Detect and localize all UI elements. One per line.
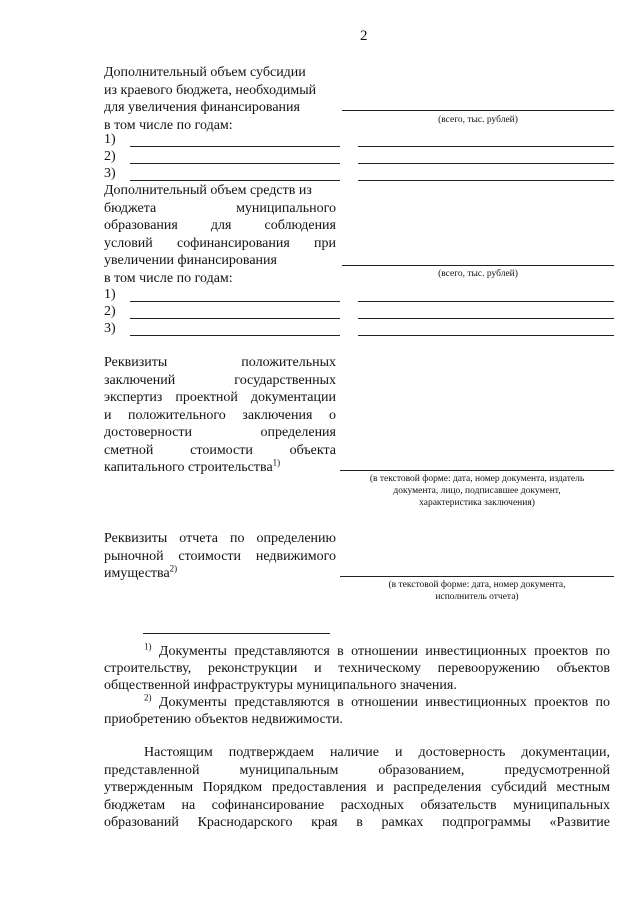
paragraph-line: утвержденным Порядком предоставления и распределения субсидий местным [104,780,610,795]
label-line [104,459,336,477]
year-1-line-right [358,301,614,302]
label-text: капитального строительства [104,460,273,475]
label-line: и положительного заключения о [104,407,336,423]
label-line: увеличении финансирования [104,253,277,268]
year-2-line-left [130,163,340,164]
by-years-label: в том числе по годам: [104,117,233,133]
label-line: из краевого бюджета, необходимый [104,82,317,98]
label-line [104,565,336,583]
year-1-line-left [130,146,340,147]
label-line: Реквизиты положительных [104,355,336,370]
year-1-label: 1) [104,287,116,302]
paragraph-line: Настоящим подтверждаем наличие и достоверность документации, [144,745,610,760]
label-text: имущества [104,566,170,581]
footnote-2-marker: 2) [144,692,152,703]
caption-line: исполнитель отчета) [435,592,519,602]
total-amount-caption: (всего, тыс. рублей) [438,115,518,125]
label-line: образования для соблюдения [104,218,336,233]
label-line: Реквизиты отчета по определению [104,531,336,546]
label-line: экспертиз проектной документации [104,390,336,405]
year-1-label: 1) [104,132,116,147]
year-3-line-right [358,335,614,336]
paragraph-line: представленной муниципальным образованием, предусмотренной [104,762,610,778]
year-3-line-left [130,180,340,181]
label-line: бюджета муниципального [104,200,336,216]
footnote-1-marker: 1) [144,641,152,652]
caption-line: (в текстовой форме: дата, номер документа, издатель [369,474,585,484]
report-line [340,576,614,577]
label-line: условий софинансирования при [104,235,336,251]
year-3-label: 3) [104,166,116,181]
label-line: заключений государственных [104,372,336,388]
additional-regional-subsidy-label [104,64,336,134]
year-2-line-right [358,318,614,319]
by-years-label: в том числе по годам: [104,270,233,286]
details-line [340,470,614,471]
year-2-label: 2) [104,149,116,164]
confirmation-paragraph [104,744,610,832]
year-2-line-right [358,163,614,164]
label-line: Дополнительный объем средств из [104,183,312,198]
footnote-ref: 1) [272,457,281,468]
year-3-line-right [358,180,614,181]
year-2-label: 2) [104,304,116,319]
paragraph-line: бюджетам на софинансирование расходных обязательств муниципальных [104,797,610,813]
caption-line: документа, лицо, подписавшее документ, [393,486,561,496]
expertise-details-label [104,354,336,477]
label-line: достоверности определения [104,425,336,440]
total-amount-caption: (всего, тыс. рублей) [438,269,518,279]
footnote-2-text: Документы представляются в отношении инвестиционных проектов по приобретению объектов недвижимости. [104,695,610,727]
label-line: Дополнительный объем субсидии [104,65,306,80]
total-amount-line [342,265,614,266]
footnote-ref: 2) [169,563,178,574]
label-line: рыночной стоимости недвижимого [104,548,336,564]
paragraph-line: образований Краснодарского края в рамках подпрограммы «Развитие [104,815,610,830]
footnote-1 [104,643,610,694]
details-caption [340,473,614,509]
footnote-separator [143,633,330,634]
report-caption [340,579,614,603]
caption-line: (в текстовой форме: дата, номер документа, [388,580,566,590]
footnote-1-text: Документы представляются в отношении инвестиционных проектов по строительству, реконструкции и техническому перевооружению объектов общественной инфраструктуры муниципального значения. [104,644,610,693]
label-line: сметной стоимости объекта [104,442,336,458]
year-3-label: 3) [104,321,116,336]
page-number: 2 [360,28,368,44]
total-amount-line [342,110,614,111]
year-1-line-right [358,146,614,147]
year-3-line-left [130,335,340,336]
year-2-line-left [130,318,340,319]
municipal-budget-label [104,182,336,287]
year-1-line-left [130,301,340,302]
caption-line: характеристика заключения) [419,498,535,508]
label-line: для увеличения финансирования [104,100,300,115]
valuation-report-label [104,530,336,583]
footnote-2 [104,694,610,728]
